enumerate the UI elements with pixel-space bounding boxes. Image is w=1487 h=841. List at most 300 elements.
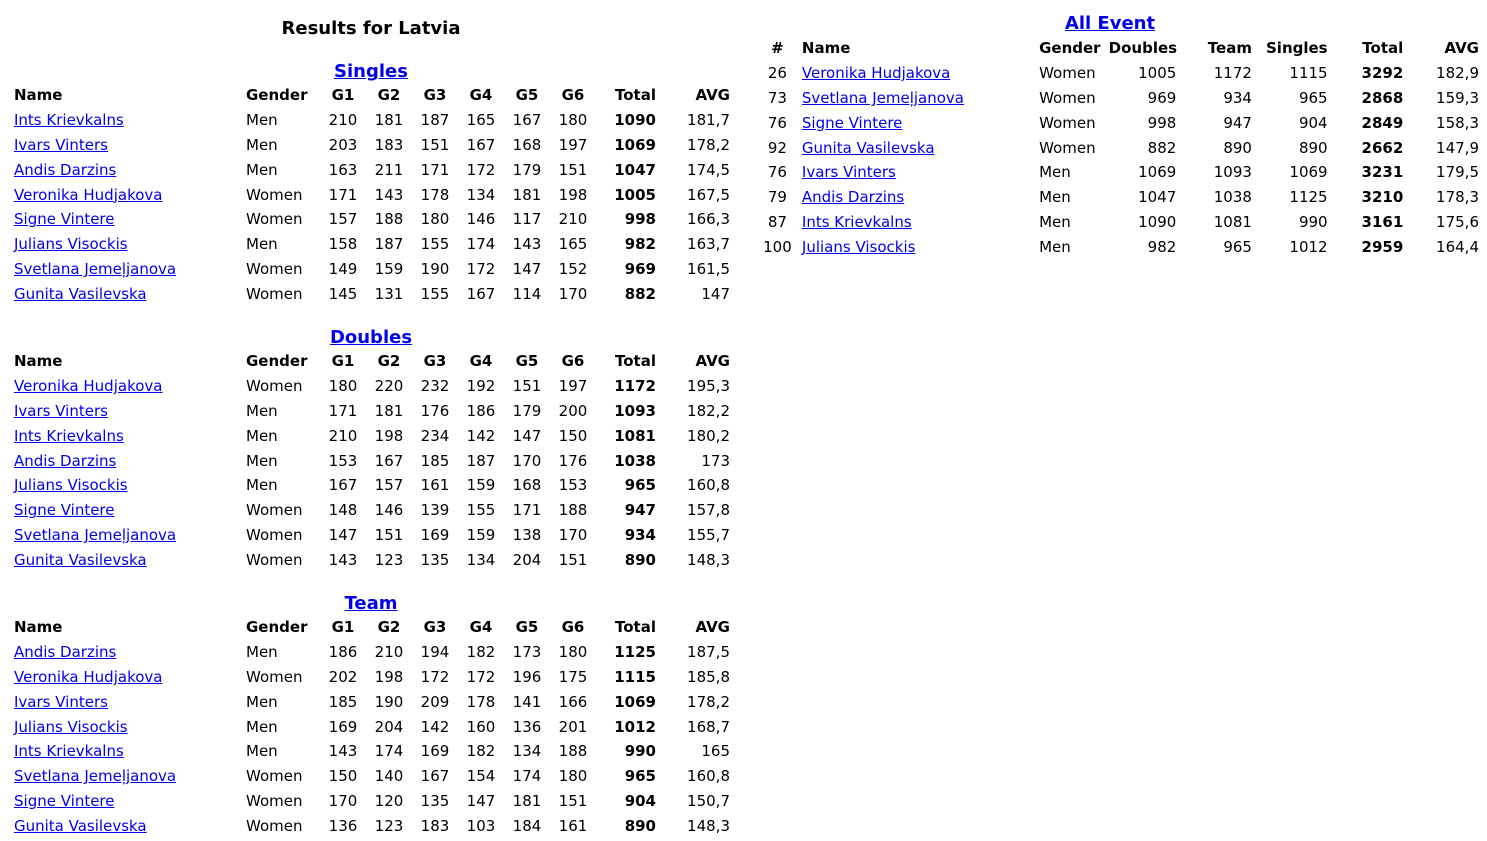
game-score-g2: 190 xyxy=(374,692,404,711)
player-name-cell xyxy=(10,789,242,814)
game-score-g6: 180 xyxy=(558,111,588,130)
gender-cell: Women xyxy=(246,259,303,278)
avg-cell: 147 xyxy=(701,284,730,303)
avg-cell: 179,5 xyxy=(1436,163,1479,182)
total-cell: 1012 xyxy=(614,717,656,736)
page-title: Results for Latvia xyxy=(281,18,461,39)
col-header-g2: G2 xyxy=(377,352,401,371)
player-link[interactable]: Svetlana Jemeļjanova xyxy=(14,767,177,786)
total-cell: 3210 xyxy=(1361,188,1404,207)
singles-table xyxy=(10,83,734,306)
table-row xyxy=(757,110,1483,135)
player-name-cell xyxy=(798,234,1035,259)
player-link[interactable]: Signe Vintere xyxy=(801,113,903,132)
player-link[interactable]: Ints Krievkalns xyxy=(14,426,124,445)
game-score-g4: 167 xyxy=(466,284,496,303)
team-cell: 1081 xyxy=(1213,212,1252,231)
game-score-g1: 157 xyxy=(328,210,358,229)
game-score-g6: 197 xyxy=(558,377,588,396)
player-link[interactable]: Ivars Vinters xyxy=(14,692,108,711)
player-name-cell xyxy=(10,640,242,665)
game-score-g4: 192 xyxy=(466,377,496,396)
game-score-g3: 209 xyxy=(420,692,450,711)
gender-cell: Men xyxy=(246,160,278,179)
player-name-cell xyxy=(798,110,1035,135)
table-header-row xyxy=(757,36,1483,61)
rank-cell: 87 xyxy=(767,212,787,231)
game-score-g4: 159 xyxy=(466,525,496,544)
col-header-g4: G4 xyxy=(469,618,493,637)
total-cell: 890 xyxy=(624,550,656,569)
player-link[interactable]: Gunita Vasilevska xyxy=(14,816,147,835)
game-score-g4: 178 xyxy=(466,692,496,711)
team-cell: 947 xyxy=(1223,113,1252,132)
player-link[interactable]: Andis Darzins xyxy=(14,451,117,470)
player-link[interactable]: Veronika Hudjakova xyxy=(14,185,163,204)
table-row xyxy=(10,108,734,133)
player-link[interactable]: Veronika Hudjakova xyxy=(801,64,951,83)
table-row xyxy=(757,135,1483,160)
game-score-g1: 180 xyxy=(328,377,358,396)
total-cell: 1125 xyxy=(614,643,656,662)
game-score-g1: 186 xyxy=(328,643,358,662)
col-header-g2: G2 xyxy=(377,618,401,637)
col-header-total: Total xyxy=(615,86,656,105)
game-score-g5: 147 xyxy=(512,259,542,278)
game-score-g1: 150 xyxy=(328,767,358,786)
avg-cell: 158,3 xyxy=(1436,113,1479,132)
table-header-row xyxy=(10,615,734,640)
game-score-g2: 131 xyxy=(374,284,404,303)
team-link[interactable]: Team xyxy=(344,593,398,614)
total-cell: 965 xyxy=(624,767,656,786)
game-score-g3: 187 xyxy=(420,111,450,130)
player-link[interactable]: Veronika Hudjakova xyxy=(14,377,163,396)
col-header-name: Name xyxy=(14,352,63,371)
game-score-g1: 210 xyxy=(328,426,358,445)
total-cell: 2849 xyxy=(1361,113,1404,132)
col-header-g4: G4 xyxy=(469,86,493,105)
game-score-g3: 151 xyxy=(420,135,450,154)
all-event-link[interactable]: All Event xyxy=(1064,13,1156,34)
table-row xyxy=(757,160,1483,185)
total-cell: 982 xyxy=(624,235,656,254)
game-score-g5: 138 xyxy=(512,525,542,544)
game-score-g2: 211 xyxy=(374,160,404,179)
game-score-g6: 165 xyxy=(558,235,588,254)
player-link[interactable]: Svetlana Jemeļjanova xyxy=(14,259,177,278)
col-header-g6: G6 xyxy=(561,352,585,371)
col-header-g1: G1 xyxy=(331,352,355,371)
gender-cell: Men xyxy=(1039,163,1071,182)
singles-link[interactable]: Singles xyxy=(334,61,408,82)
avg-cell: 168,7 xyxy=(687,717,730,736)
player-link[interactable]: Gunita Vasilevska xyxy=(801,138,935,157)
rank-cell: 76 xyxy=(767,163,787,182)
game-score-g3: 234 xyxy=(420,426,450,445)
all-event-title[interactable] xyxy=(740,13,1480,34)
game-score-g1: 202 xyxy=(328,667,358,686)
total-cell: 1172 xyxy=(614,377,656,396)
avg-cell: 160,8 xyxy=(687,767,730,786)
col-header-gender: Gender xyxy=(246,86,308,105)
player-link[interactable]: Julians Visockis xyxy=(14,476,128,495)
game-score-g1: 170 xyxy=(328,791,358,810)
game-score-g4: 172 xyxy=(466,160,496,179)
player-link[interactable]: Svetlana Jemeļjanova xyxy=(801,88,964,107)
game-score-g2: 151 xyxy=(374,525,404,544)
game-score-g2: 123 xyxy=(374,816,404,835)
avg-cell: 160,8 xyxy=(687,476,730,495)
player-link[interactable]: Andis Darzins xyxy=(801,188,905,207)
avg-cell: 175,6 xyxy=(1436,212,1479,231)
player-link[interactable]: Gunita Vasilevska xyxy=(14,550,147,569)
table-row xyxy=(10,423,734,448)
game-score-g1: 167 xyxy=(328,476,358,495)
team-cell: 934 xyxy=(1223,88,1252,107)
game-score-g1: 163 xyxy=(328,160,358,179)
table-row xyxy=(10,789,734,814)
avg-cell: 150,7 xyxy=(687,791,730,810)
col-header-g2: G2 xyxy=(377,86,401,105)
game-score-g5: 141 xyxy=(512,692,542,711)
game-score-g5: 174 xyxy=(512,767,542,786)
game-score-g1: 148 xyxy=(328,501,358,520)
game-score-g2: 198 xyxy=(374,667,404,686)
game-score-g5: 171 xyxy=(512,501,542,520)
player-link[interactable]: Julians Visockis xyxy=(14,717,128,736)
game-score-g5: 143 xyxy=(512,235,542,254)
avg-cell: 163,7 xyxy=(687,235,730,254)
game-score-g1: 210 xyxy=(328,111,358,130)
game-score-g5: 168 xyxy=(512,135,542,154)
gender-cell: Men xyxy=(246,235,278,254)
game-score-g6: 151 xyxy=(558,160,588,179)
team-cell: 1172 xyxy=(1213,64,1252,83)
player-link[interactable]: Svetlana Jemeļjanova xyxy=(14,525,177,544)
team-title[interactable] xyxy=(0,593,742,614)
game-score-g6: 151 xyxy=(558,550,588,569)
game-score-g3: 135 xyxy=(420,791,450,810)
table-row xyxy=(10,374,734,399)
player-link[interactable]: Andis Darzins xyxy=(14,160,117,179)
game-score-g6: 200 xyxy=(558,401,588,420)
player-link[interactable]: Signe Vintere xyxy=(14,501,115,520)
player-link[interactable]: Ints Krievkalns xyxy=(14,111,124,130)
game-score-g3: 155 xyxy=(420,284,450,303)
gender-cell: Women xyxy=(246,501,303,520)
table-row xyxy=(10,257,734,282)
game-score-g5: 147 xyxy=(512,426,542,445)
player-link[interactable]: Ivars Vinters xyxy=(14,401,108,420)
player-link[interactable]: Ints Krievkalns xyxy=(801,212,912,231)
player-name-cell xyxy=(10,665,242,690)
col-header-g5: G5 xyxy=(515,86,539,105)
game-score-g3: 180 xyxy=(420,210,450,229)
game-score-g3: 169 xyxy=(420,525,450,544)
player-name-cell xyxy=(10,399,242,424)
game-score-g3: 142 xyxy=(420,717,450,736)
game-score-g5: 179 xyxy=(512,401,542,420)
singles-title[interactable] xyxy=(0,61,742,82)
table-row xyxy=(10,157,734,182)
game-score-g3: 139 xyxy=(420,501,450,520)
game-score-g6: 152 xyxy=(558,259,588,278)
player-name-cell xyxy=(10,374,242,399)
player-name-cell xyxy=(10,257,242,282)
player-link[interactable]: Signe Vintere xyxy=(14,210,115,229)
singles-cell: 965 xyxy=(1298,88,1328,107)
singles-cell: 1069 xyxy=(1289,163,1328,182)
total-cell: 998 xyxy=(624,210,656,229)
game-score-g2: 120 xyxy=(374,791,404,810)
doubles-cell: 1005 xyxy=(1138,64,1177,83)
doubles-cell: 1069 xyxy=(1138,163,1177,182)
table-row xyxy=(10,739,734,764)
avg-cell: 185,8 xyxy=(687,667,730,686)
game-score-g3: 194 xyxy=(420,643,450,662)
player-name-cell xyxy=(798,61,1035,86)
col-header-total: Total xyxy=(615,618,656,637)
player-name-cell xyxy=(10,448,242,473)
col-header-name: Name xyxy=(801,39,851,58)
doubles-cell: 1090 xyxy=(1138,212,1177,231)
player-link[interactable]: Ints Krievkalns xyxy=(14,742,124,761)
table-row xyxy=(10,498,734,523)
gender-cell: Women xyxy=(246,667,303,686)
singles-cell: 890 xyxy=(1298,138,1328,157)
game-score-g3: 171 xyxy=(420,160,450,179)
player-link[interactable]: Andis Darzins xyxy=(14,643,117,662)
gender-cell: Men xyxy=(246,742,278,761)
game-score-g6: 166 xyxy=(558,692,588,711)
avg-cell: 178,2 xyxy=(687,692,730,711)
game-score-g2: 157 xyxy=(374,476,404,495)
doubles-cell: 969 xyxy=(1147,88,1177,107)
game-score-g2: 188 xyxy=(374,210,404,229)
gender-cell: Women xyxy=(1039,113,1096,132)
player-name-cell xyxy=(10,133,242,158)
avg-cell: 167,5 xyxy=(687,185,730,204)
total-cell: 965 xyxy=(624,476,656,495)
table-row xyxy=(10,689,734,714)
game-score-g3: 232 xyxy=(420,377,450,396)
game-score-g2: 146 xyxy=(374,501,404,520)
avg-cell: 165 xyxy=(701,742,730,761)
game-score-g4: 174 xyxy=(466,235,496,254)
total-cell: 2959 xyxy=(1361,237,1404,256)
doubles-cell: 1047 xyxy=(1138,188,1177,207)
col-header-g1: G1 xyxy=(331,618,355,637)
gender-cell: Women xyxy=(246,791,303,810)
game-score-g4: 134 xyxy=(466,550,496,569)
game-score-g6: 153 xyxy=(558,476,588,495)
gender-cell: Women xyxy=(1039,64,1096,83)
total-cell: 904 xyxy=(624,791,656,810)
game-score-g2: 181 xyxy=(374,111,404,130)
game-score-g2: 123 xyxy=(374,550,404,569)
game-score-g5: 168 xyxy=(512,476,542,495)
total-cell: 969 xyxy=(624,259,656,278)
col-header-avg: AVG xyxy=(1444,39,1479,58)
game-score-g4: 182 xyxy=(466,742,496,761)
gender-cell: Men xyxy=(246,717,278,736)
game-score-g4: 172 xyxy=(466,259,496,278)
table-header-row xyxy=(10,83,734,108)
table-row xyxy=(10,813,734,838)
game-score-g4: 103 xyxy=(466,816,496,835)
table-row xyxy=(10,232,734,257)
game-score-g2: 143 xyxy=(374,185,404,204)
game-score-g3: 172 xyxy=(420,667,450,686)
player-name-cell xyxy=(10,523,242,548)
player-name-cell xyxy=(10,157,242,182)
game-score-g5: 167 xyxy=(512,111,542,130)
col-header-g6: G6 xyxy=(561,86,585,105)
game-score-g4: 159 xyxy=(466,476,496,495)
avg-cell: 182,2 xyxy=(687,401,730,420)
player-name-cell xyxy=(798,160,1035,185)
total-cell: 1005 xyxy=(614,185,656,204)
game-score-g3: 135 xyxy=(420,550,450,569)
game-score-g4: 160 xyxy=(466,717,496,736)
game-score-g3: 161 xyxy=(420,476,450,495)
player-name-cell xyxy=(10,423,242,448)
avg-cell: 166,3 xyxy=(687,210,730,229)
col-header-doubles: Doubles xyxy=(1108,39,1178,58)
game-score-g5: 179 xyxy=(512,160,542,179)
game-score-g6: 188 xyxy=(558,501,588,520)
col-header-total: Total xyxy=(615,352,656,371)
player-link[interactable]: Veronika Hudjakova xyxy=(14,667,163,686)
game-score-g5: 114 xyxy=(512,284,542,303)
game-score-g1: 203 xyxy=(328,135,358,154)
table-row xyxy=(10,207,734,232)
col-header-g3: G3 xyxy=(423,86,447,105)
gender-cell: Men xyxy=(246,451,278,470)
game-score-g2: 187 xyxy=(374,235,404,254)
game-score-g5: 134 xyxy=(512,742,542,761)
rank-cell: 76 xyxy=(767,113,787,132)
total-cell: 1115 xyxy=(614,667,656,686)
gender-cell: Men xyxy=(246,111,278,130)
player-link[interactable]: Signe Vintere xyxy=(14,791,115,810)
gender-cell: Women xyxy=(246,550,303,569)
table-row xyxy=(10,714,734,739)
total-cell: 947 xyxy=(624,501,656,520)
player-name-cell xyxy=(10,498,242,523)
total-cell: 1081 xyxy=(614,426,656,445)
singles-cell: 904 xyxy=(1298,113,1328,132)
game-score-g4: 186 xyxy=(466,401,496,420)
col-header-gender: Gender xyxy=(1039,39,1101,58)
singles-cell: 1115 xyxy=(1289,64,1328,83)
game-score-g6: 197 xyxy=(558,135,588,154)
game-score-g1: 153 xyxy=(328,451,358,470)
game-score-g2: 183 xyxy=(374,135,404,154)
game-score-g1: 171 xyxy=(328,401,358,420)
player-name-cell xyxy=(798,185,1035,210)
game-score-g2: 220 xyxy=(374,377,404,396)
doubles-cell: 998 xyxy=(1147,113,1177,132)
game-score-g4: 142 xyxy=(466,426,496,445)
col-header-rank: # xyxy=(771,39,784,58)
doubles-cell: 882 xyxy=(1147,138,1177,157)
avg-cell: 181,7 xyxy=(687,111,730,130)
gender-cell: Men xyxy=(246,476,278,495)
avg-cell: 164,4 xyxy=(1436,237,1479,256)
game-score-g1: 136 xyxy=(328,816,358,835)
game-score-g4: 146 xyxy=(466,210,496,229)
col-header-g5: G5 xyxy=(515,618,539,637)
gender-cell: Men xyxy=(246,692,278,711)
player-link[interactable]: Julians Visockis xyxy=(14,235,128,254)
avg-cell: 148,3 xyxy=(687,816,730,835)
table-row xyxy=(757,185,1483,210)
singles-cell: 990 xyxy=(1298,212,1328,231)
player-name-cell xyxy=(798,86,1035,111)
player-name-cell xyxy=(10,764,242,789)
game-score-g3: 169 xyxy=(420,742,450,761)
player-link[interactable]: Ivars Vinters xyxy=(14,135,108,154)
game-score-g1: 171 xyxy=(328,185,358,204)
total-cell: 2868 xyxy=(1361,88,1404,107)
game-score-g1: 143 xyxy=(328,742,358,761)
table-row xyxy=(10,281,734,306)
game-score-g6: 210 xyxy=(558,210,588,229)
player-name-cell xyxy=(10,714,242,739)
player-name-cell xyxy=(798,135,1035,160)
table-row xyxy=(757,210,1483,235)
avg-cell: 195,3 xyxy=(687,377,730,396)
gender-cell: Men xyxy=(246,426,278,445)
game-score-g1: 169 xyxy=(328,717,358,736)
game-score-g3: 185 xyxy=(420,451,450,470)
game-score-g6: 180 xyxy=(558,643,588,662)
team-table xyxy=(10,615,734,838)
total-cell: 3231 xyxy=(1361,163,1404,182)
player-name-cell xyxy=(10,813,242,838)
table-row xyxy=(10,182,734,207)
game-score-g6: 150 xyxy=(558,426,588,445)
team-cell: 890 xyxy=(1223,138,1252,157)
doubles-link[interactable]: Doubles xyxy=(329,327,413,348)
doubles-title[interactable] xyxy=(0,327,742,348)
player-link[interactable]: Ivars Vinters xyxy=(801,163,896,182)
rank-cell: 100 xyxy=(763,237,792,256)
game-score-g2: 174 xyxy=(374,742,404,761)
game-score-g5: 117 xyxy=(512,210,542,229)
player-name-cell xyxy=(10,232,242,257)
player-link[interactable]: Julians Visockis xyxy=(801,237,916,256)
player-link[interactable]: Gunita Vasilevska xyxy=(14,284,147,303)
col-header-name: Name xyxy=(14,618,63,637)
total-cell: 1090 xyxy=(614,111,656,130)
all-event-table xyxy=(757,36,1483,259)
game-score-g6: 170 xyxy=(558,284,588,303)
game-score-g2: 159 xyxy=(374,259,404,278)
game-score-g2: 204 xyxy=(374,717,404,736)
avg-cell: 178,3 xyxy=(1436,188,1479,207)
table-row xyxy=(10,133,734,158)
player-name-cell xyxy=(10,281,242,306)
player-name-cell xyxy=(798,210,1035,235)
game-score-g5: 151 xyxy=(512,377,542,396)
avg-cell: 182,9 xyxy=(1436,64,1479,83)
table-row xyxy=(10,547,734,572)
player-name-cell xyxy=(10,108,242,133)
player-name-cell xyxy=(10,739,242,764)
